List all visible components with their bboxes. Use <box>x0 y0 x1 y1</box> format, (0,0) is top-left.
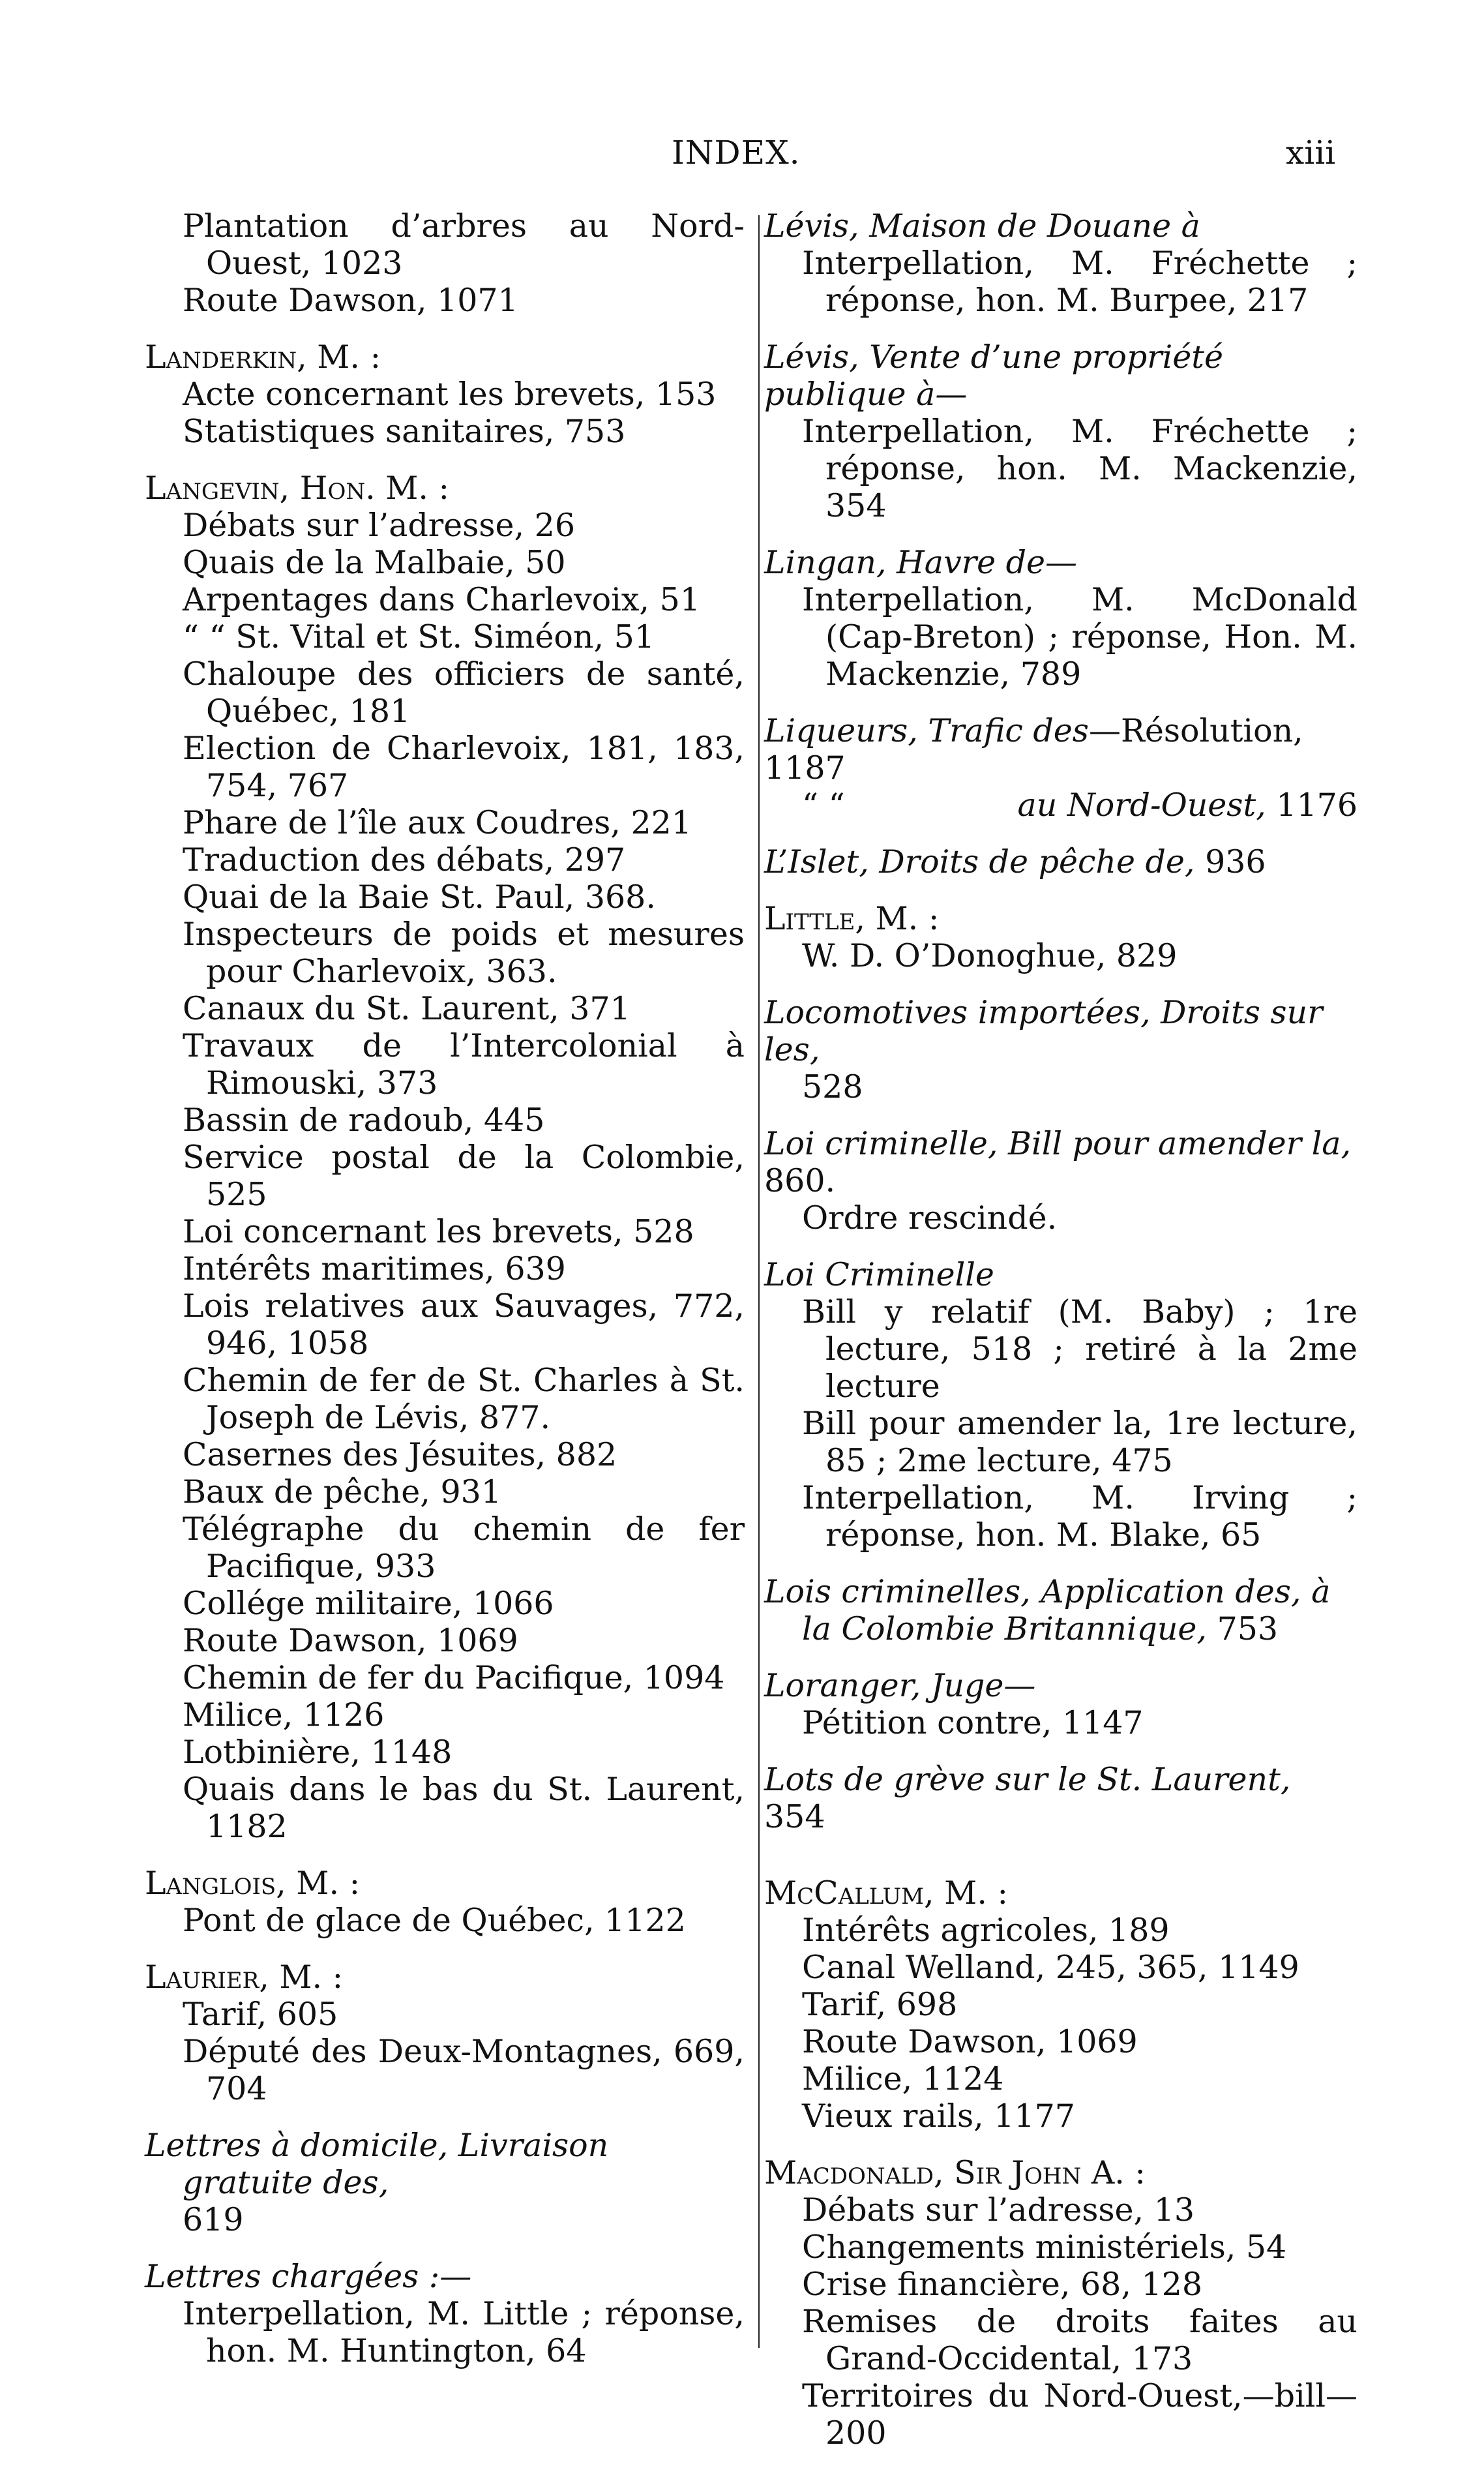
index-item: Interpellation, M. Little ; réponse, hon. M. Huntington, 64 <box>183 2295 745 2369</box>
index-item: Député des Deux-Montagnes, 669, 704 <box>183 2033 745 2107</box>
index-item: Route Dawson, 1069 <box>183 1622 518 1659</box>
ditto-line <box>764 787 1358 824</box>
entry-heading: Loranger, Juge— <box>764 1667 1036 1704</box>
index-item: Tarif, 605 <box>183 1996 338 2033</box>
index-item: Traduction des débats, 297 <box>183 841 626 879</box>
running-head: INDEX. <box>672 134 801 172</box>
entry-heading: Lévis, Maison de Douane à <box>764 207 1200 245</box>
page-ref: 354 <box>764 1798 825 1835</box>
entry-heading: Langlois, M. : <box>145 1865 361 1902</box>
index-item: Vieux rails, 1177 <box>802 2097 1075 2135</box>
ditto-text: au Nord-Ouest, <box>1017 787 1266 824</box>
index-item: Remises de droits faites au Grand-Occidental, 173 <box>802 2303 1358 2377</box>
page-ref: 1176 <box>1276 787 1358 824</box>
index-item: Chemin de fer du Pacifique, 1094 <box>183 1659 725 1696</box>
index-item: Bill y relatif (M. Baby) ; 1re lecture, 518 ; retiré à la 2me lecture <box>802 1293 1358 1405</box>
index-item: Loi concernant les brevets, 528 <box>183 1213 694 1250</box>
column-divider <box>758 215 760 2348</box>
index-item: Bill pour amender la, 1re lecture, 85 ; 2me lecture, 475 <box>802 1405 1358 1479</box>
entry-heading <box>145 2127 745 2238</box>
entry-heading: Little, M. : <box>764 900 940 937</box>
entry-heading: Lots de grève sur le St. Laurent, <box>764 1761 1291 1798</box>
entry-macdonald <box>764 2154 1358 2452</box>
entry-mccallum <box>764 1874 1358 2135</box>
index-item: Arpentages dans Charlevoix, 51 <box>183 581 700 618</box>
index-item: Chaloupe des officiers de santé, Québec, 181 <box>183 655 745 730</box>
entry-heading <box>764 1573 1358 1647</box>
index-item: Quais de la Malbaie, 50 <box>183 544 566 581</box>
entry-loi-criminelle <box>764 1256 1358 1554</box>
entry-langlois <box>145 1865 745 1939</box>
entry-heading: Lévis, Vente d’une propriété publique à— <box>764 338 1223 413</box>
entry-heading-text: Lettres à domicile, Livraison gratuite des, <box>145 2127 609 2201</box>
index-item: Milice, 1124 <box>802 2060 1004 2097</box>
index-item: Lois relatives aux Sauvages, 772, 946, 1058 <box>183 1287 745 1362</box>
index-item: Interpellation, M. Fréchette ; réponse, hon. M. Burpee, 217 <box>802 245 1358 319</box>
entry-heading: Macdonald, Sir John A. : <box>764 2154 1146 2191</box>
index-item: Interpellation, M. Fréchette ; réponse, hon. M. Mackenzie, 354 <box>802 413 1358 524</box>
index-item: Intérêts maritimes, 639 <box>183 1250 566 1287</box>
index-item: Tarif, 698 <box>802 1986 958 2023</box>
index-item: Lotbinière, 1148 <box>183 1734 453 1771</box>
index-item: Plantation d’arbres au Nord-Ouest, 1023 <box>183 207 745 282</box>
entry-liqueurs <box>764 712 1358 824</box>
index-item: Chemin de fer de St. Charles à St. Joseph de Lévis, 877. <box>183 1362 745 1436</box>
entry-heading-text: Liqueurs, Trafic des <box>764 712 1089 749</box>
entry-heading <box>764 712 1358 787</box>
entry-levis-vente <box>764 338 1358 524</box>
index-item: Canaux du St. Laurent, 371 <box>183 990 631 1027</box>
page-ref: 619 <box>183 2201 244 2238</box>
page-ref: 860. <box>764 1162 836 1199</box>
index-item: W. D. O’Donoghue, 829 <box>802 937 1178 974</box>
index-item: Phare de l’île aux Coudres, 221 <box>183 804 692 841</box>
entry-lettres-chargees <box>145 2258 745 2369</box>
entry-heading-text: Loi criminelle, Bill pour amender la, <box>764 1125 1352 1162</box>
entry-lois-criminelles <box>764 1573 1358 1647</box>
entry-heading: Langevin, Hon. M. : <box>145 470 450 507</box>
entry-lingan <box>764 544 1358 693</box>
index-item: Baux de pêche, 931 <box>183 1473 501 1510</box>
index-item: Travaux de l’Intercolonial à Rimouski, 373 <box>183 1027 745 1102</box>
entry-little <box>764 900 1358 974</box>
page-ref: 753 <box>1217 1610 1279 1647</box>
entry-landerkin <box>145 338 745 450</box>
entry-lettres-domicile <box>145 2127 745 2238</box>
index-item: Changements ministériels, 54 <box>802 2229 1287 2266</box>
ditto-marks: “ “ <box>802 787 845 824</box>
left-column <box>145 207 745 2389</box>
index-item: Route Dawson, 1069 <box>802 2023 1138 2060</box>
index-item: Ordre rescindé. <box>802 1199 1058 1237</box>
page-number: xiii <box>1286 134 1336 172</box>
index-item: Casernes des Jésuites, 882 <box>183 1436 617 1473</box>
entry-heading: Landerkin, M. : <box>145 338 381 376</box>
entry-heading: Locomotives importées, Droits sur les, <box>764 994 1323 1068</box>
entry-lots-greve <box>764 1761 1358 1835</box>
index-item: Quai de la Baie St. Paul, 368. <box>183 879 656 916</box>
index-item: Quais dans le bas du St. Laurent, 1182 <box>183 1771 745 1845</box>
index-item: Inspecteurs de poids et mesures pour Charlevoix, 363. <box>183 916 745 990</box>
index-item: Election de Charlevoix, 181, 183, 754, 767 <box>183 730 745 804</box>
right-column <box>764 207 1358 2471</box>
index-item: Milice, 1126 <box>183 1696 385 1734</box>
entry-continued <box>145 207 745 319</box>
entry-loranger <box>764 1667 1358 1741</box>
entry-heading-text: Lois criminelles, Application des, à la Colombie Britannique, <box>764 1573 1331 1647</box>
entry-heading: Laurier, M. : <box>145 1959 344 1996</box>
index-item: Bassin de radoub, 445 <box>183 1102 545 1139</box>
index-item: Pétition contre, 1147 <box>802 1704 1144 1741</box>
index-item: Crise financière, 68, 128 <box>802 2266 1203 2303</box>
entry-locomotives <box>764 994 1358 1105</box>
index-item: Débats sur l’adresse, 13 <box>802 2191 1195 2229</box>
entry-laurier <box>145 1959 745 2107</box>
index-item: Service postal de la Colombie, 525 <box>183 1139 745 1213</box>
entry-lislet <box>764 843 1358 880</box>
index-item: Interpellation, M. McDonald (Cap-Breton) ; réponse, Hon. M. Mackenzie, 789 <box>802 581 1358 693</box>
index-item: Statistiques sanitaires, 753 <box>183 413 626 450</box>
entry-heading-tail: —Résolution, 1187 <box>764 712 1303 787</box>
index-item: Interpellation, M. Irving ; réponse, hon. M. Blake, 65 <box>802 1479 1358 1554</box>
page-ref: 936 <box>1205 843 1266 880</box>
page-ref: 528 <box>802 1068 863 1105</box>
entry-loi-criminelle-bill <box>764 1125 1358 1237</box>
index-item: Territoires du Nord-Ouest,—bill— 200 <box>802 2377 1358 2452</box>
index-item: Acte concernant les brevets, 153 <box>183 376 717 413</box>
index-item: Pont de glace de Québec, 1122 <box>183 1902 686 1939</box>
entry-heading <box>764 1125 1358 1199</box>
index-item: Canal Welland, 245, 365, 1149 <box>802 1949 1299 1986</box>
entry-heading: McCallum, M. : <box>764 1874 1008 1912</box>
entry-heading: Loi Criminelle <box>764 1256 994 1293</box>
index-item: Route Dawson, 1071 <box>183 282 518 319</box>
entry-levis-douane <box>764 207 1358 319</box>
index-item: Collége militaire, 1066 <box>183 1585 554 1622</box>
index-item: “ “ St. Vital et St. Siméon, 51 <box>183 618 655 655</box>
entry-heading: L’Islet, Droits de pêche de, <box>764 843 1195 880</box>
entry-heading: Lettres chargées :— <box>145 2258 472 2295</box>
entry-langevin <box>145 470 745 1845</box>
index-item: Intérêts agricoles, 189 <box>802 1912 1170 1949</box>
index-item: Télégraphe du chemin de fer Pacifique, 933 <box>183 1510 745 1585</box>
index-item: Débats sur l’adresse, 26 <box>183 507 576 544</box>
entry-heading: Lingan, Havre de— <box>764 544 1078 581</box>
